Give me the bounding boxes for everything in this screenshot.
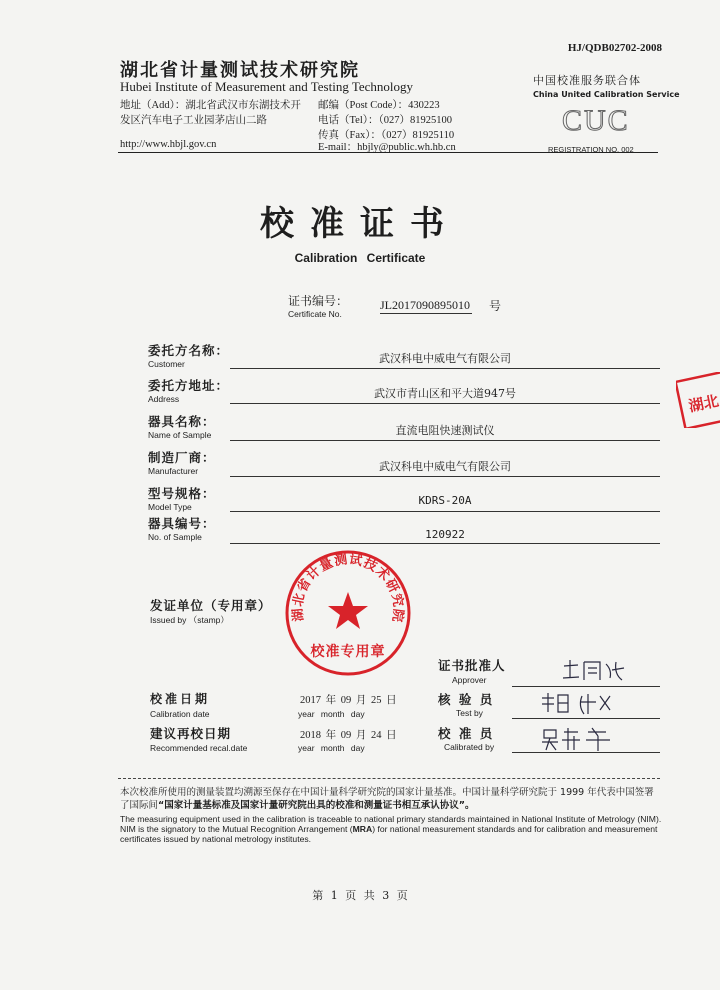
traceability-note-cn-text: 本次校准所使用的测量装置均溯源至保存在中国计量科学研究院的国家计量基准。中国计量科学研究院于 1999 年代表中国签署了国际间 [120,787,654,811]
traceability-note-cn [120,786,662,812]
approver-label-en: Approver [452,675,487,685]
traceability-note-en-text-2: ) for national measurement standards and for calibration and measurement certificates issued by national metrology institutes. [120,824,658,844]
side-seal-text: 湖北 [687,391,720,416]
institute-name-cn: 湖北省计量测试技术研究院 [120,60,360,81]
field-label-cn: 器具名称： [148,414,216,429]
recal-date-label-en: Recommended recal.date [150,743,248,753]
field-label-en: Customer [148,359,185,369]
page-number: 第 1 页 共 3 页 [312,889,408,902]
verifier-signature [538,690,618,718]
field-underline [230,543,660,544]
registration-number: REGISTRATION NO. 002 [548,145,634,154]
approver-signature-line [512,686,660,687]
field-underline [230,476,660,477]
traceability-note-cn-agreement: “国家计量基标准及国家计量研究院出具的校准和测量证书相互承认协议”。 [158,800,475,811]
approver-label-cn: 证书批准人 [438,658,506,673]
cuc-logo: CUC [562,104,630,137]
verifier-label-en: Test by [456,708,483,718]
title-en: Calibration Certificate [294,251,426,265]
postcode: 邮编（Post Code）：430223 [318,100,440,111]
field-underline [230,368,660,369]
field-underline [230,440,660,441]
cuc-name-en: China United Calibration Service [533,90,680,99]
side-seal-fragment [676,372,720,428]
address-line-1: 地址（Add）：湖北省武汉市东湖技术开 [120,100,301,111]
issued-by-label-cn: 发证单位（专用章） [150,598,272,613]
field-label-cn: 器具编号： [148,516,216,531]
calibration-date-units: year month day [298,709,365,719]
institute-name-en: Hubei Institute of Measurement and Testing Technology [120,79,414,94]
approver-signature [560,656,630,686]
field-value-address: 武汉市青山区和平大道947号 [374,387,516,400]
certificate-no-value: JL2017090895010 [380,298,470,312]
field-label-cn: 委托方名称： [148,343,230,358]
official-seal [283,548,413,678]
field-underline [230,511,660,512]
traceability-note-en [120,814,662,844]
fax: 传真（Fax）：（027）81925110 [318,130,455,141]
traceability-note-en-mra: MRA [352,824,373,834]
field-value-customer: 武汉科电中威电气有限公司 [379,352,511,365]
header-divider [118,152,658,153]
field-label-en: Model Type [148,502,192,512]
calibration-date-value: 2017 年 09 月 25 日 [300,695,397,706]
recal-date-label-cn: 建议再校日期 [150,726,232,741]
field-label-cn: 型号规格： [148,486,216,501]
calibrator-label-cn: 校 准 员 [438,726,495,741]
field-value-sample-name: 直流电阻快速测试仪 [395,424,495,437]
footer-divider [118,778,660,779]
calibrator-signature [540,726,620,752]
calibrator-signature-line [512,752,660,753]
email-link[interactable]: E-mail：hbjly@public.wh.hb.cn [318,142,456,153]
calibrator-label-en: Calibrated by [444,742,495,752]
field-label-en: Address [148,394,180,404]
doc-code: HJ/QDB02702-2008 [567,42,662,54]
seal-ring-text: 湖北省计量测试技术研究院 [290,552,406,624]
calibration-date-label-cn: 校准日期 [150,692,211,706]
field-value-model: KDRS-20A [418,494,472,507]
telephone: 电话（Tel）：（027）81925100 [318,115,453,126]
recal-date-units: year month day [298,743,365,753]
field-label-en: Manufacturer [148,466,199,476]
certificate-no-label-en: Certificate No. [288,309,342,319]
field-label-en: Name of Sample [148,430,212,440]
title-cn: 校准证书 [260,204,460,244]
issued-by-label-en: Issued by （stamp） [150,615,229,625]
traceability-note-en-text-1: The measuring equipment used in the calibration is traceable to national primary standards maintained in National Institute of Metrology (NIM). NIM is the signatory to the Mutual Recognition Arrangement ( [120,814,662,834]
certificate-no-suffix: 号 [489,299,502,313]
field-label-cn: 委托方地址： [148,378,230,393]
website-link[interactable]: http://www.hbjl.gov.cn [120,139,217,150]
field-value-sample-no: 120922 [425,528,465,541]
certificate-no-label-cn: 证书编号： [288,294,349,308]
recal-date-value: 2018 年 09 月 24 日 [300,730,397,741]
field-label-en: No. of Sample [148,532,202,542]
cuc-name-cn: 中国校准服务联合体 [533,74,641,87]
address-line-2: 发区汽车电子工业园茅店山二路 [120,115,267,126]
field-value-manufacturer: 武汉科电中威电气有限公司 [379,460,511,473]
calibration-date-label-en: Calibration date [150,709,210,719]
field-label-cn: 制造厂商： [148,450,216,465]
seal-center-text: 校准专用章 [310,644,386,660]
verifier-label-cn: 核 验 员 [438,692,495,707]
field-underline [230,403,660,404]
verifier-signature-line [512,718,660,719]
seal-star-icon [328,592,368,629]
